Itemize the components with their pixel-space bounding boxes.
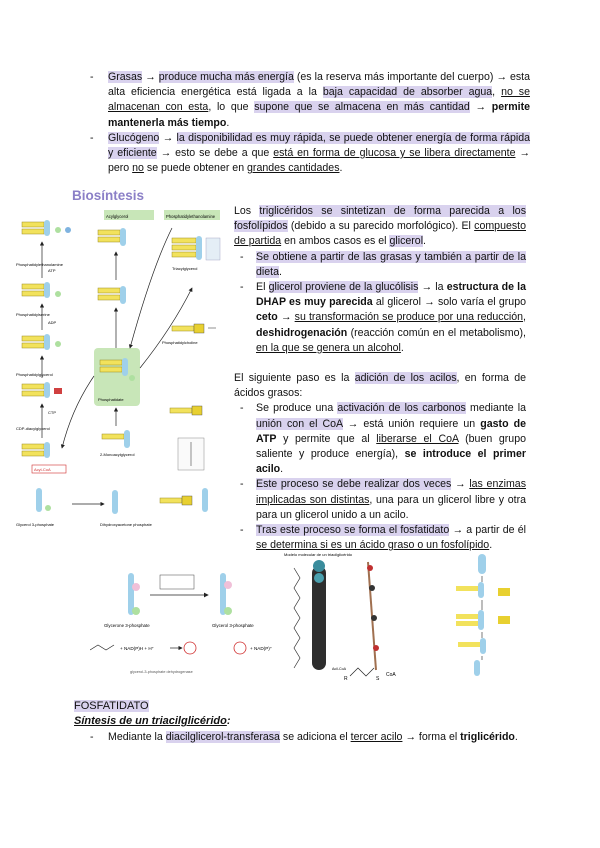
text: → a partir de él — [449, 524, 526, 537]
text: grandes cantidades — [247, 162, 340, 175]
text: al glicerol → solo varía el grupo — [372, 296, 526, 309]
label-top2: Phosphatidylethanolamine — [166, 214, 216, 219]
text: → pero — [108, 147, 531, 175]
center-molecule-2 — [98, 286, 126, 304]
label-glycerone-3p: Glycerone 3-phosphate — [104, 623, 150, 628]
space-filling-model — [312, 560, 326, 670]
label-adp: ADP — [48, 320, 57, 325]
paragraph-1b — [234, 250, 526, 280]
paragraph-2 — [234, 371, 526, 401]
text: estructura de la DHAP es muy parecida — [256, 281, 526, 309]
highlight-circle — [184, 642, 196, 654]
label-pe: Phosphatidylethanolamine — [16, 262, 63, 267]
pathway-mini — [432, 552, 528, 678]
label-fig-caption: Acil-CoA — [332, 667, 346, 671]
text: su transformación se produce por una reducción — [294, 311, 524, 324]
text: las enzimas implicadas son distintas — [256, 478, 526, 506]
text: triglicéridos se sintetizan de forma parecida a los fosfolípidos — [234, 205, 526, 233]
text: permite mantenerla más tiempo — [108, 101, 530, 129]
paragraph-1c — [234, 280, 526, 356]
text: Se produce una — [256, 402, 338, 415]
bottom-bullet-list — [90, 730, 530, 745]
text: → — [451, 478, 470, 491]
glycerol-reduction-diagram — [90, 555, 290, 685]
ball-stick-model — [367, 562, 379, 670]
label-cdp-dag: CDP-diacylglycerol — [16, 426, 50, 431]
text: baja capacidad de absorber agua — [322, 86, 493, 99]
text: , una para un glicerol libre y otra para un glicerol unido a un acilo. — [256, 493, 526, 521]
text: → — [469, 101, 492, 114]
text: se determina si es un ácido graso o un fosfolípido — [256, 539, 490, 552]
text: compuesto de partida — [234, 220, 526, 248]
acyl-coa-molecule-2 — [170, 406, 202, 415]
text: Tras este proceso se forma el fosfatidato — [256, 524, 450, 537]
text: Mediante la — [108, 731, 166, 743]
lipid-molecule-right-bottom — [202, 488, 208, 512]
text: deshidrogenación — [256, 326, 348, 339]
text: Se obtiene a partir de las grasas y también a partir de la dieta — [256, 250, 526, 278]
glycerone-3-phosphate-molecule — [128, 573, 140, 615]
text: → — [277, 311, 295, 324]
reaction-box — [160, 575, 194, 589]
arrow — [130, 228, 172, 348]
center-molecule-4 — [102, 430, 130, 448]
text: , — [492, 86, 502, 99]
label-model-caption: Modelo molecular de un triacilglicérido — [284, 552, 353, 557]
biosynthesis-text — [234, 204, 526, 553]
text: y permite que al — [276, 432, 377, 445]
glycerol-3-phosphate-molecule — [220, 573, 232, 615]
label-nadp: + NAD(P)⁺ — [250, 646, 273, 651]
text: . — [514, 731, 518, 743]
text: → — [142, 71, 159, 83]
text: produce mucha más energía — [158, 71, 294, 83]
text: la disponibilidad es muy rápida, se puede obtener energía de forma rápida y eficiente — [108, 131, 531, 160]
acyl-coa-molecule — [172, 324, 204, 333]
text: . — [226, 116, 230, 129]
label-enzyme: glycerol-3-phosphate dehydrogenase — [130, 670, 193, 674]
text: se puede obtener en — [143, 162, 248, 175]
label-g3p: Glycerol 3-phosphate — [16, 522, 55, 527]
label-acylglycerol: Acylglycerol — [106, 214, 129, 219]
text: (buen grupo saliente y produce energía), — [256, 432, 526, 461]
text: adición de los acilos — [354, 372, 457, 385]
text: → esto se debe a que — [156, 147, 274, 160]
paragraph-1 — [234, 204, 526, 250]
text: liberarse el CoA — [376, 432, 459, 445]
label-monoacyl: 2-Monoacylglycerol — [100, 452, 135, 457]
label-atp: ATP — [48, 268, 56, 273]
text: ceto — [256, 311, 278, 324]
lipid-biosynthesis-diagram — [12, 208, 224, 538]
label-dhap: Dihydroxyacetone phosphate — [100, 522, 152, 527]
label-pg: Phosphatidylglycerol — [16, 372, 53, 377]
label-acyl-coa-red: Acyl-CoA — [34, 467, 51, 472]
label-s: S — [376, 676, 380, 682]
text: tercer acilo — [350, 731, 403, 743]
text: Este proceso se debe realizar dos veces — [256, 478, 452, 491]
text: se adiciona el — [279, 731, 351, 743]
text: (debido a su parecido morfológico). El — [287, 220, 475, 233]
triacylglycerol-molecule — [172, 236, 202, 260]
text: no — [132, 162, 144, 175]
arrow — [62, 376, 94, 448]
acyl-coa-molecule-3 — [160, 496, 192, 505]
paragraph-2a — [234, 401, 526, 477]
text: glicerol proviene de la glucólisis — [268, 281, 419, 294]
text: → está unión requiere un — [342, 417, 481, 430]
text: triglicérido — [460, 731, 515, 743]
structure-line — [90, 645, 114, 650]
text: Los — [234, 205, 260, 217]
text: está en forma de glucosa y se libera directamente — [273, 147, 516, 160]
acyl-structure — [350, 668, 374, 676]
text: → forma el — [402, 731, 461, 743]
glycerol-3-phosphate-molecule — [36, 488, 51, 512]
text: Síntesis de un triacilglicérido — [74, 715, 227, 727]
text: . — [423, 235, 426, 248]
top-bullet-list — [90, 70, 530, 176]
text: en la que se genera un alcohol — [256, 341, 401, 354]
text: unión con el CoA — [256, 417, 343, 430]
label-ctp: CTP — [48, 410, 56, 415]
text: mediante la — [465, 402, 526, 415]
text: . — [489, 539, 493, 552]
triacylglyceride-model — [282, 548, 532, 682]
label-r: R — [344, 676, 348, 682]
text: diacilglicerol-transferasa — [165, 731, 280, 743]
label-pc: Phosphatidylcholine — [162, 340, 198, 345]
bullet-diacilglicerol — [90, 730, 530, 745]
text: supone que se almacena en más cantidad — [254, 101, 470, 114]
label-coa: CoA — [386, 672, 396, 678]
term-glucogeno: Glucógeno — [108, 131, 160, 144]
text: . — [278, 265, 282, 278]
text: (reacción común en el metabolismo), — [347, 326, 526, 339]
label-ps: Phosphatidylserine — [16, 312, 50, 317]
text: . — [339, 162, 343, 175]
text: , en forma de ácidos grasos: — [234, 372, 527, 400]
text: no se almacenan con esta — [108, 86, 530, 114]
text: : — [226, 715, 231, 727]
lipid-molecule-3 — [22, 334, 61, 350]
label-glycerol-3p: Glycerol 3-phosphate — [212, 623, 254, 628]
text: . — [400, 341, 404, 354]
lipid-molecule-4 — [22, 382, 62, 398]
text: → — [159, 131, 177, 144]
label-tag: Triacylglycerol — [172, 266, 198, 271]
text: activación de los carbonos — [337, 402, 466, 415]
sintesis-heading — [74, 714, 231, 729]
bullet-glucogeno — [90, 131, 530, 177]
text: se introduce el primer acilo — [256, 448, 526, 476]
paragraph-2b — [234, 477, 526, 523]
skeletal-model — [294, 568, 300, 668]
label-phosphatidate: Phosphatidate — [98, 397, 124, 402]
text: glicerol — [389, 235, 424, 248]
text: (es la reserva más importante del cuerpo) → esta alta eficiencia energética está ligada a la — [108, 71, 531, 99]
text: El siguiente paso es la — [234, 372, 355, 385]
bar-detail — [206, 238, 220, 260]
center-molecule-1 — [98, 228, 126, 246]
text: FOSFATIDATO — [74, 700, 149, 712]
text: en ambos casos es el — [281, 235, 390, 248]
highlight-circle — [234, 642, 246, 654]
bullet-grasas — [90, 70, 530, 131]
term-grasas: Grasas — [108, 71, 143, 83]
text: , lo que — [208, 101, 255, 114]
lipid-molecule-1 — [22, 220, 71, 236]
text: → la — [418, 281, 447, 294]
section-title: Biosíntesis — [72, 188, 145, 203]
center-molecule-5 — [112, 490, 118, 514]
text: , — [523, 311, 526, 324]
text: . — [280, 463, 284, 476]
lipid-molecule-5 — [22, 442, 50, 458]
fosfatidato-heading — [74, 699, 149, 714]
text: gasto de ATP — [256, 417, 526, 445]
label-nadh: + NAD(P)H + H⁺ — [120, 646, 155, 651]
lipid-molecule-2 — [22, 282, 61, 298]
text: El — [256, 281, 269, 294]
